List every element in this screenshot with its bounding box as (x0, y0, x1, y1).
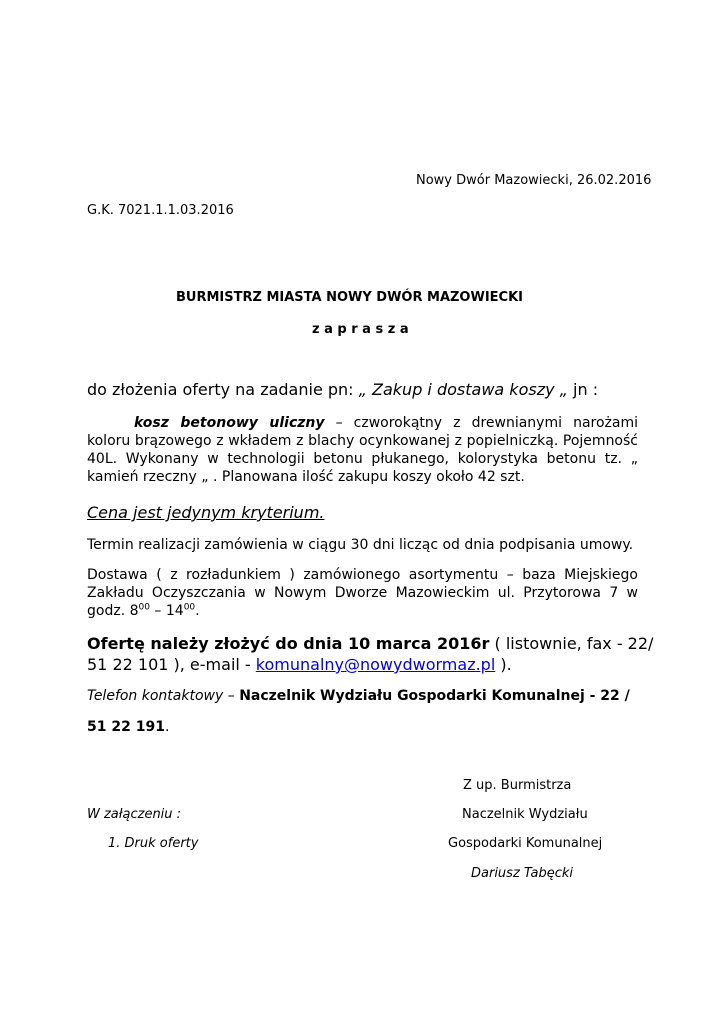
hour-from: 8 (129, 603, 139, 619)
criterion: Cena jest jedynym kryterium. (87, 503, 325, 522)
offer-contact-a: ( listownie, fax - 22/ (489, 634, 654, 653)
invites-word: z a p r a s z a (312, 322, 409, 337)
task-name: „ Zakup i dostawa koszy „ (358, 380, 568, 399)
reference-number: G.K. 7021.1.1.03.2016 (87, 203, 234, 218)
hours-dash: – (149, 603, 166, 619)
signature-line-1: Z up. Burmistrza (463, 778, 572, 793)
delivery-text: Dostawa ( z rozładunkiem ) zamówionego asortymentu – baza Miejskiego Zakładu Oczyszczania w Nowym Dworze Mazowieckim ul. Przytorowa 7 w godz. (87, 567, 638, 619)
delivery-paragraph (87, 566, 638, 620)
delivery-end: . (195, 603, 200, 619)
document-heading: BURMISTRZ MIASTA NOWY DWÓR MAZOWIECKI (176, 290, 523, 305)
phone-end: . (164, 719, 170, 735)
offer-paragraph (87, 633, 653, 675)
intro-suffix: jn : (567, 380, 599, 399)
item-paragraph (87, 414, 638, 486)
intro-prefix: do złożenia oferty na zadanie pn: (87, 380, 359, 399)
place-date: Nowy Dwór Mazowiecki, 26.02.2016 (416, 173, 652, 188)
phone-dash: – (223, 688, 240, 704)
offer-deadline: Ofertę należy złożyć do dnia 10 marca 2016r (87, 634, 490, 653)
signature-name: Dariusz Tabęcki (471, 866, 573, 881)
offer-contact-c: ). (495, 655, 512, 674)
hour-to-minutes: 00 (183, 602, 196, 613)
signature-line-3: Gospodarki Komunalnej (448, 836, 603, 851)
item-name: kosz betonowy uliczny (134, 415, 325, 431)
phone-who: Naczelnik Wydziału Gospodarki Komunalnej - 22 / (239, 688, 630, 704)
phone-number-line (87, 719, 169, 735)
attachment-item: 1. Druk oferty (108, 836, 199, 851)
phone-label: Telefon kontaktowy (87, 688, 224, 704)
phone-line (87, 688, 630, 704)
offer-contact-b: 51 22 101 ), e-mail - (87, 655, 256, 674)
intro-line (87, 380, 598, 399)
attachments-label: W załączeniu : (87, 807, 182, 822)
phone-number: 51 22 191 (87, 719, 165, 735)
hour-to: 14 (165, 603, 184, 619)
item-description: – czworokątny z drewnianymi narożami koloru brązowego z wkładem z blachy ocynkowanej z popielniczką. Pojemność 40L. Wykonany w technologii betonu płukanego, kolorystyka betonu tz. „ kamień rzeczny „ . Planowana ilość zakupu koszy około 42 szt. (87, 415, 638, 485)
term: Termin realizacji zamówienia w ciągu 30 dni licząc od dnia podpisania umowy. (87, 537, 634, 553)
hour-from-minutes: 00 (138, 602, 150, 613)
email-link[interactable]: komunalny@nowydwormaz.pl (255, 655, 496, 674)
signature-line-2: Naczelnik Wydziału (462, 807, 588, 822)
